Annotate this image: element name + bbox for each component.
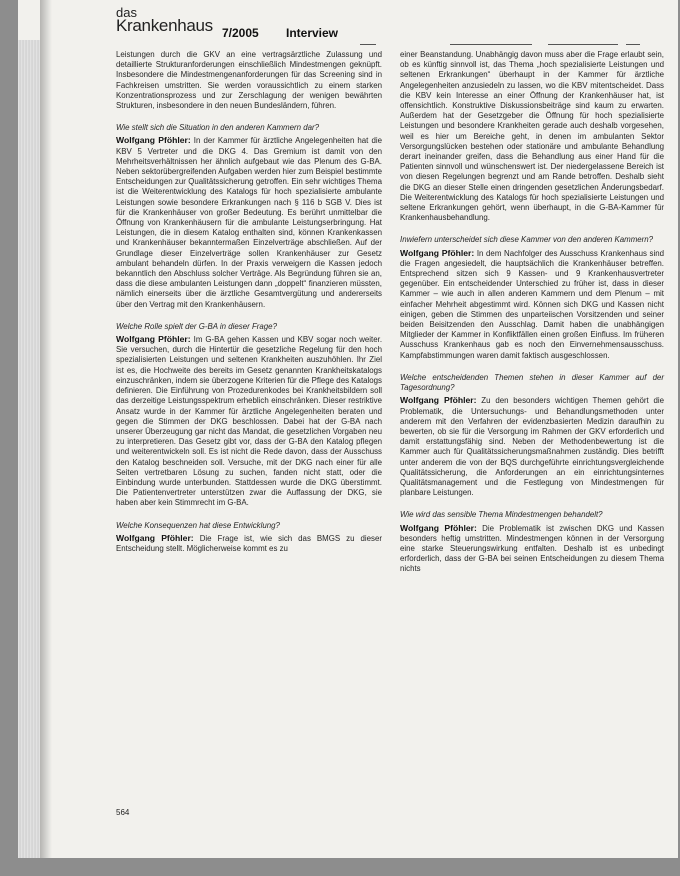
binding-shadow [40,0,52,858]
interview-answer [400,395,664,498]
logo-main-text: Krankenhaus [116,16,213,35]
section-title: Interview [286,26,339,40]
speaker-name: Wolfgang Pföhler: [116,532,194,543]
page-stack-edge [18,40,40,858]
logo-top-text: das [116,5,137,20]
answer-text: In dem Nachfolger des Ausschuss Krankenhaus sind die Fragen angesiedelt, die hauptsächlich die Krankenhäuser betreffen. Entsprechend sitzen sich 9 Kassen- und 9 Krankenhausvertreter gegenüber. Ein entscheidender Unterschied zu früher ist, dass in dieser Kammer – wie auch in allen anderen Kammern und dem Plenum – mit einfacher Mehrheit abgestimmt wird. Können sich DKG und Kassen nicht einigen, geben die Stimmen des unparteiischen Vorsitzenden und seiner beiden Beisitzenden den Ausschlag. Damit haben die unabhängigen Mitglieder der Kammer in Konfliktfällen einen großen Einfluss. Im früheren Ausschuss Krankenhaus gab es noch den Einvernehmensausschuss. Kampfabstimmungen waren damit faktisch ausgeschlossen. [400,248,664,360]
speaker-name: Wolfgang Pföhler: [400,395,477,406]
body-paragraph: einer Beanstandung. Unabhängig davon muss aber die Frage erlaubt sein, ob es künftig sinnvoll ist, das Thema „hoch spezialisierte Leistungen und seltenen Erkrankungen“ überhaupt in der Kammer für ärztliche Angelegenheiten anzusiedeln zu lassen, wo die KBV mitentscheidet. Dass die KBV kein Interesse an einer Öffnung der Krankenhäuser hat, ist offensichtlich. Konstruktive Diskussionsbeiträge sind kaum zu erwarten. Außerdem hat der Gesetzgeber die Öffnung für hoch spezialisierte Leistungen und besondere Krankheiten gerade auch deshalb vorgesehen, weil es hier um Bereiche geht, in denen im ambulanten Sektor Versorgungslücken bestehen oder stationäre und ambulante Behandlung derart ineinander greifen, dass die Behandlung aus einer Hand für die Patienten sinnvoll und wünschenswert ist. Der niedergelassene Bereich ist von diesen Regelungen begrenzt und am Rande betroffen. Deshalb sieht die DKG an dieser Stelle einen dringenden gesetzlichen Änderungsbedarf. Die Weiterentwicklung des Katalogs für hoch spezialisierte Leistungen und seltene Erkrankungen gehört, wenn überhaupt, in die G-BA-Kammer für Krankenhausbehandlung. [400,50,664,223]
interview-answer [400,523,664,575]
interview-answer [116,334,382,508]
answer-text: Die Problematik ist zwischen DKG und Kassen besonders heftig umstritten. Mindestmengen können in der Versorgung eine starke Steuerungswirkung entfalten. Deshalb ist es unbedingt erforderlich, dass der G-BA bei seinen Entscheidungen zu diesem Thema nichts [400,523,664,574]
interview-answer [116,135,382,309]
header-rule [548,44,618,45]
header-rule [450,44,532,45]
body-paragraph: Leistungen durch die GKV an eine vertragsärztliche Zulassung und detaillierte Strukturanforderungen einschließlich Mindestmengen geknüpft. Insbesondere die Mindestmengenanforderungen für das Screening sind in Fachkreisen umstritten. Sie werden voraussichtlich zu einem starken Konzentrationsprozess und zur Zerschlagung der wenigen bewährten Strukturen, insbesondere in den neuen Bundesländern, führen. [116,50,382,111]
page-number: 564 [116,808,130,817]
magazine-page [18,0,678,858]
interview-question: Welche Rolle spielt der G-BA in dieser Frage? [116,321,277,331]
speaker-name: Wolfgang Pföhler: [116,135,191,146]
answer-text: Im G-BA gehen Kassen und KBV sogar noch weiter. Sie versuchen, durch die Hintertür die gesetzliche Regelung für den hoch spezialisierten Leistungen und seltenen Krankheiten auszuhöhlen. Ihr Ziel ist es, die Hochweite des bereits im Gesetz genannten Krankheitskatalogs einzuschränken, indem sie überzogene Kriterien für die Pflege des Katalogs definieren. Die Einführung von Prozedurenkodes bei Krankheitsbildern soll das derzeitige Leistungsspektrum erheblich einschränken. Dieser restriktive Ansatz wurde in der Kammer für ärztliche Angelegenheiten beraten und gegen die Stimmen der DKG beschlossen. Dabei hat der G-BA nach unserer Überzeugung gar nicht das Mandat, die gesetzlichen Vorgaben neu zu interpretieren. Das Gesetz gibt vor, dass der G-BA den Katalog pflegen und weiterentwickeln soll. Es ist nicht die Rede davon, dass der Ausschuss den Katalog beschneiden soll. Versuche, mit der DKG nach einer für alle Seiten vertretbaren Lösung zu suchen, fanden nicht statt, oder die Einbindung wurde unterbunden. Stattdessen wurde die DKG überstimmt. Die Patientenvertreter unterstützen zwar die Auffassung der DKG, sie haben aber kein Stimmrecht im G-BA. [116,335,383,508]
speaker-name: Wolfgang Pföhler: [400,522,477,533]
interview-question: Wie wird das sensible Thema Mindestmengen behandelt? [400,510,603,520]
answer-text: Zu den besonders wichtigen Themen gehört die Problematik, die Untersuchungs- und Behandlungsmethoden unter anderem mit den Verfahren der evidenzbasierten Medizin daraufhin zu bewerten, ob sie für die Versorgung im Rahmen der GKV erforderlich und damit erstattungsfähig sind. Neben der Methodenbewertung ist die Kammer auch für Qualitätssicherungsmaßnahmen zuständig. Dies betrifft unter anderem die von der BQS durchgeführte einrichtungsvergleichende Qualitätssicherung, die Anforderungen an ein einrichtungsinternes Qualitätsmanagement und die Festlegung von Mindestmengen für planbare Leistungen. [400,396,665,498]
magazine-logo [116,6,213,34]
answer-text: In der Kammer für ärztliche Angelegenheiten hat die KBV 5 Vertreter und die DKG 4. Das Gremium ist damit von den Mehrheitsverhältnissen her ähnlich aufgebaut wie das Plenum des G-BA. Neben sektorübergreifenden Aufgaben werden hier zum Beispiel bestimmte Entscheidungen zur Qualitätssicherung getroffen. Ein sehr wichtiges Thema ist die Weiterentwicklung des Katalogs für hoch spezialisierte ambulante Leistungen sowie besondere Erkrankungen nach § 116 b SGB V. Dies ist für die Krankenhäuser von großer Bedeutung. Es berührt unmittelbar die Öffnung von Krankenhäusern für die ambulante Leistungserbringung. Hat Leistungen, die in diesem Katalog enthalten sind, können Krankenkassen und Krankenhäuser bekanntermaßen Einzelverträge abschließen. Auf der Grundlage dieser Einzelverträge sollen Krankenhäuser zur Gesetz ambulant behandeln dürfen. In der Praxis verweigern die Kassen jedoch bekanntlich den Abschluss solcher Verträge. Als Begründung führen sie an, dass die diese ambulanten Leistungen dann „doppelt“ finanzieren müssten, nämlich einerseits über die ärztliche Gesamtvergütung und andererseits über den Vertrag mit den Krankenhäusern. [116,136,382,309]
interview-question: Welche entscheidenden Themen stehen in dieser Kammer auf der Tagesordnung? [400,372,664,393]
speaker-name: Wolfgang Pföhler: [400,247,475,258]
speaker-name: Wolfgang Pföhler: [116,334,191,345]
right-text-column [400,50,664,585]
header-rule [626,44,640,45]
answer-text: Die Frage ist, wie sich das BMGS zu dieser Entscheidung stellt. Möglicherweise kommt es zu [116,533,382,553]
interview-answer [116,533,382,554]
header-rule [360,44,376,45]
interview-answer [400,248,664,361]
interview-question: Wie stellt sich die Situation in den anderen Kammern dar? [116,123,320,133]
issue-number: 7/2005 [222,26,259,40]
left-text-column [116,50,382,564]
interview-question: Inwiefern unterscheidet sich diese Kammer von den anderen Kammern? [400,235,654,245]
interview-question: Welche Konsequenzen hat diese Entwicklung? [116,520,280,530]
